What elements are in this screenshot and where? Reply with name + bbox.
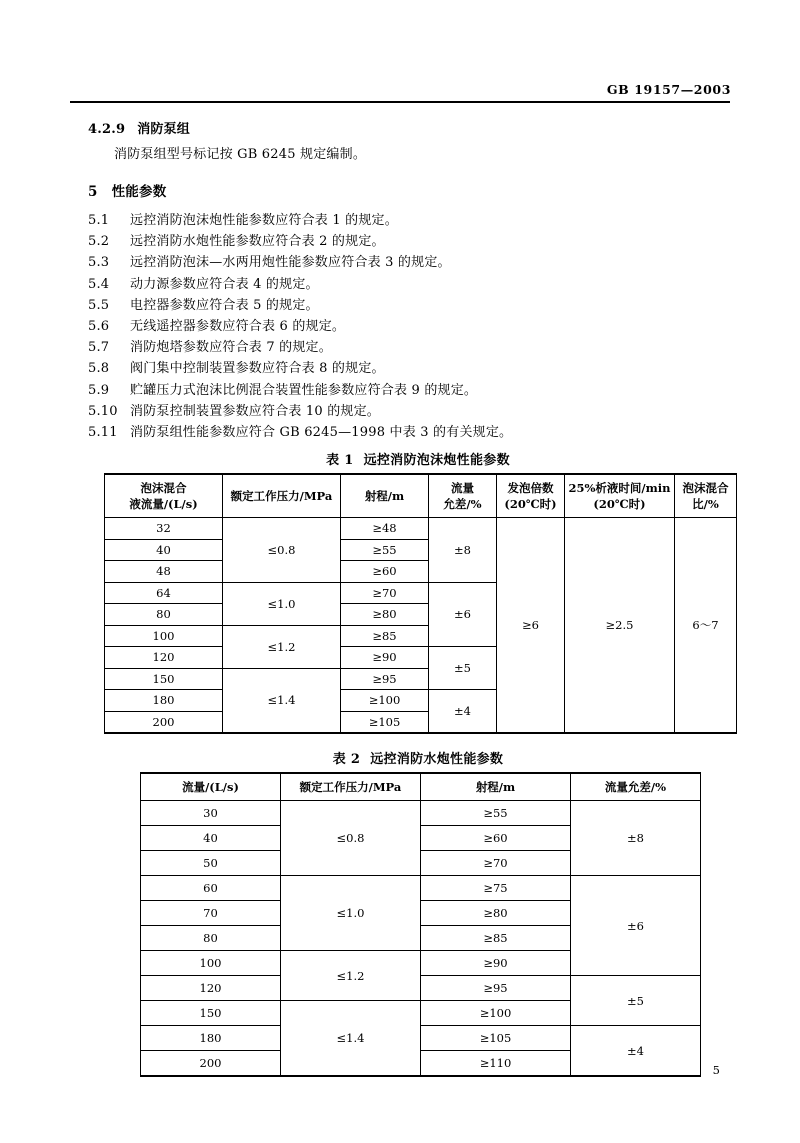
table-row	[141, 876, 701, 901]
table-header-row	[105, 474, 737, 518]
cell-flow-tolerance: ±5	[429, 647, 497, 690]
list-item	[88, 316, 748, 337]
cell-drainage-time: ≥2.5	[565, 518, 675, 734]
cell-range: ≥90	[421, 951, 571, 976]
th-range: 射程/m	[421, 773, 571, 801]
th-flow-tolerance: 流量允差/%	[571, 773, 701, 801]
cell-range: ≥95	[341, 668, 429, 690]
cell-range: ≥85	[421, 926, 571, 951]
clause-4-2-9-title: 消防泵组	[137, 122, 191, 137]
standard-code: GB 19157—2003	[606, 82, 731, 97]
clause-number: 5.10	[88, 403, 118, 419]
cell-flow: 40	[141, 826, 281, 851]
cell-range: ≥105	[341, 711, 429, 733]
cell-flow-tolerance: ±6	[429, 582, 497, 647]
clause-4-2-9-body: 消防泵组型号标记按 GB 6245 规定编制。	[114, 147, 367, 162]
clause-4-2-9-heading	[88, 118, 748, 137]
cell-foam-flow: 120	[105, 647, 223, 669]
table-1	[104, 473, 737, 734]
list-item	[88, 358, 748, 379]
cell-range: ≥80	[341, 604, 429, 626]
cell-mixing-ratio: 6～7	[675, 518, 737, 734]
clause-number: 5.7	[88, 340, 110, 356]
list-item	[88, 295, 748, 316]
cell-flow-tolerance: ±4	[429, 690, 497, 734]
cell-working-pressure: ≤0.8	[281, 801, 421, 876]
th-range: 射程/m	[341, 474, 429, 518]
table-2-body	[141, 801, 701, 1077]
clause-text: 消防炮塔参数应符合表 7 的规定。	[130, 340, 332, 356]
cell-working-pressure: ≤1.4	[223, 668, 341, 733]
cell-range: ≥55	[421, 801, 571, 826]
cell-flow: 180	[141, 1026, 281, 1051]
table-1-header	[105, 474, 737, 518]
clause-number: 5.3	[88, 255, 110, 271]
table-row	[105, 518, 737, 540]
clause-text: 消防泵控制装置参数应符合表 10 的规定。	[130, 403, 381, 419]
section-5-title: 性能参数	[111, 184, 167, 200]
clause-text: 无线遥控器参数应符合表 6 的规定。	[130, 319, 346, 335]
cell-foam-flow: 64	[105, 582, 223, 604]
page-number: 5	[712, 1063, 720, 1077]
table-1-caption	[88, 449, 748, 468]
table-2-block	[88, 748, 748, 1077]
cell-expansion-ratio: ≥6	[497, 518, 565, 734]
th-flow: 流量/(L/s)	[141, 773, 281, 801]
cell-range: ≥95	[421, 976, 571, 1001]
table-2-number: 表 2	[332, 752, 361, 768]
cell-flow: 100	[141, 951, 281, 976]
list-item	[88, 422, 748, 443]
table-2-header	[141, 773, 701, 801]
clause-text: 远控消防泡沫—水两用炮性能参数应符合表 3 的规定。	[130, 255, 451, 271]
list-item	[88, 252, 748, 273]
list-item	[88, 337, 748, 358]
cell-range: ≥60	[341, 561, 429, 583]
table-row	[141, 976, 701, 1001]
cell-range: ≥100	[341, 690, 429, 712]
th-foam-flow: 泡沫混合 液流量/(L/s)	[105, 474, 223, 518]
cell-working-pressure: ≤1.4	[281, 1001, 421, 1077]
cell-flow-tolerance: ±8	[571, 801, 701, 876]
cell-foam-flow: 180	[105, 690, 223, 712]
cell-flow: 60	[141, 876, 281, 901]
cell-flow-tolerance: ±6	[571, 876, 701, 976]
clause-number: 5.8	[88, 361, 110, 377]
cell-flow: 120	[141, 976, 281, 1001]
cell-range: ≥80	[421, 901, 571, 926]
cell-range: ≥90	[341, 647, 429, 669]
list-item	[88, 231, 748, 252]
table-1-body	[105, 518, 737, 734]
cell-foam-flow: 32	[105, 518, 223, 540]
table-1-number: 表 1	[326, 453, 354, 469]
section-5-heading	[88, 180, 748, 200]
cell-flow: 200	[141, 1051, 281, 1077]
page-content	[88, 118, 748, 1077]
cell-range: ≥60	[421, 826, 571, 851]
cell-flow-tolerance: ±4	[571, 1026, 701, 1077]
clause-text: 贮罐压力式泡沫比例混合装置性能参数应符合表 9 的规定。	[130, 382, 478, 398]
cell-foam-flow: 150	[105, 668, 223, 690]
table-2	[140, 772, 701, 1077]
list-item	[88, 380, 748, 401]
cell-foam-flow: 100	[105, 625, 223, 647]
table-1-title: 远控消防泡沫炮性能参数	[363, 453, 510, 469]
cell-foam-flow: 80	[105, 604, 223, 626]
cell-working-pressure: ≤1.2	[281, 951, 421, 1001]
list-item	[88, 210, 748, 231]
cell-working-pressure: ≤0.8	[223, 518, 341, 583]
cell-flow: 30	[141, 801, 281, 826]
cell-range: ≥85	[341, 625, 429, 647]
clause-number: 5.11	[88, 425, 118, 441]
clause-text: 动力源参数应符合表 4 的规定。	[130, 276, 319, 292]
clause-number: 5.4	[88, 276, 110, 292]
cell-flow-tolerance: ±5	[571, 976, 701, 1026]
clause-text: 远控消防水炮性能参数应符合表 2 的规定。	[130, 234, 385, 250]
cell-foam-flow: 40	[105, 539, 223, 561]
section-5-number: 5	[88, 184, 98, 200]
table-2-title: 远控消防水炮性能参数	[370, 752, 504, 768]
cell-range: ≥110	[421, 1051, 571, 1077]
cell-working-pressure: ≤1.0	[223, 582, 341, 625]
cell-range: ≥48	[341, 518, 429, 540]
clause-number: 5.9	[88, 382, 110, 398]
header-divider	[70, 101, 730, 103]
clause-text: 远控消防泡沫炮性能参数应符合表 1 的规定。	[130, 213, 398, 228]
cell-flow: 150	[141, 1001, 281, 1026]
cell-range: ≥100	[421, 1001, 571, 1026]
clause-text: 消防泵组性能参数应符合 GB 6245—1998 中表 3 的有关规定。	[130, 425, 513, 441]
list-item	[88, 274, 748, 295]
cell-working-pressure: ≤1.2	[223, 625, 341, 668]
clause-number: 5.6	[88, 319, 110, 335]
th-working-pressure: 额定工作压力/MPa	[281, 773, 421, 801]
cell-flow: 70	[141, 901, 281, 926]
cell-flow: 80	[141, 926, 281, 951]
cell-flow: 50	[141, 851, 281, 876]
table-header-row	[141, 773, 701, 801]
cell-range: ≥55	[341, 539, 429, 561]
cell-range: ≥105	[421, 1026, 571, 1051]
th-flow-tolerance: 流量 允差/%	[429, 474, 497, 518]
cell-range: ≥70	[341, 582, 429, 604]
table-1-block	[88, 449, 748, 734]
cell-range: ≥75	[421, 876, 571, 901]
th-expansion-ratio: 发泡倍数 (20℃时)	[497, 474, 565, 518]
clause-text: 阀门集中控制装置参数应符合表 8 的规定。	[130, 361, 385, 377]
cell-working-pressure: ≤1.0	[281, 876, 421, 951]
table-2-caption	[88, 748, 748, 767]
clause-text: 电控器参数应符合表 5 的规定。	[130, 297, 319, 313]
cell-foam-flow: 200	[105, 711, 223, 733]
table-row	[141, 801, 701, 826]
cell-range: ≥70	[421, 851, 571, 876]
cell-flow-tolerance: ±8	[429, 518, 497, 583]
clause-number: 5.2	[88, 234, 110, 250]
cell-foam-flow: 48	[105, 561, 223, 583]
table-row	[141, 1026, 701, 1051]
clause-number: 5.1	[88, 213, 110, 228]
th-working-pressure: 额定工作压力/MPa	[223, 474, 341, 518]
clause-4-2-9-number: 4.2.9	[88, 122, 126, 137]
section-5-clause-list	[88, 210, 748, 443]
th-mixing-ratio: 泡沫混合 比/%	[675, 474, 737, 518]
clause-number: 5.5	[88, 297, 110, 313]
list-item	[88, 401, 748, 422]
th-drainage-time: 25%析液时间/min (20℃时)	[565, 474, 675, 518]
